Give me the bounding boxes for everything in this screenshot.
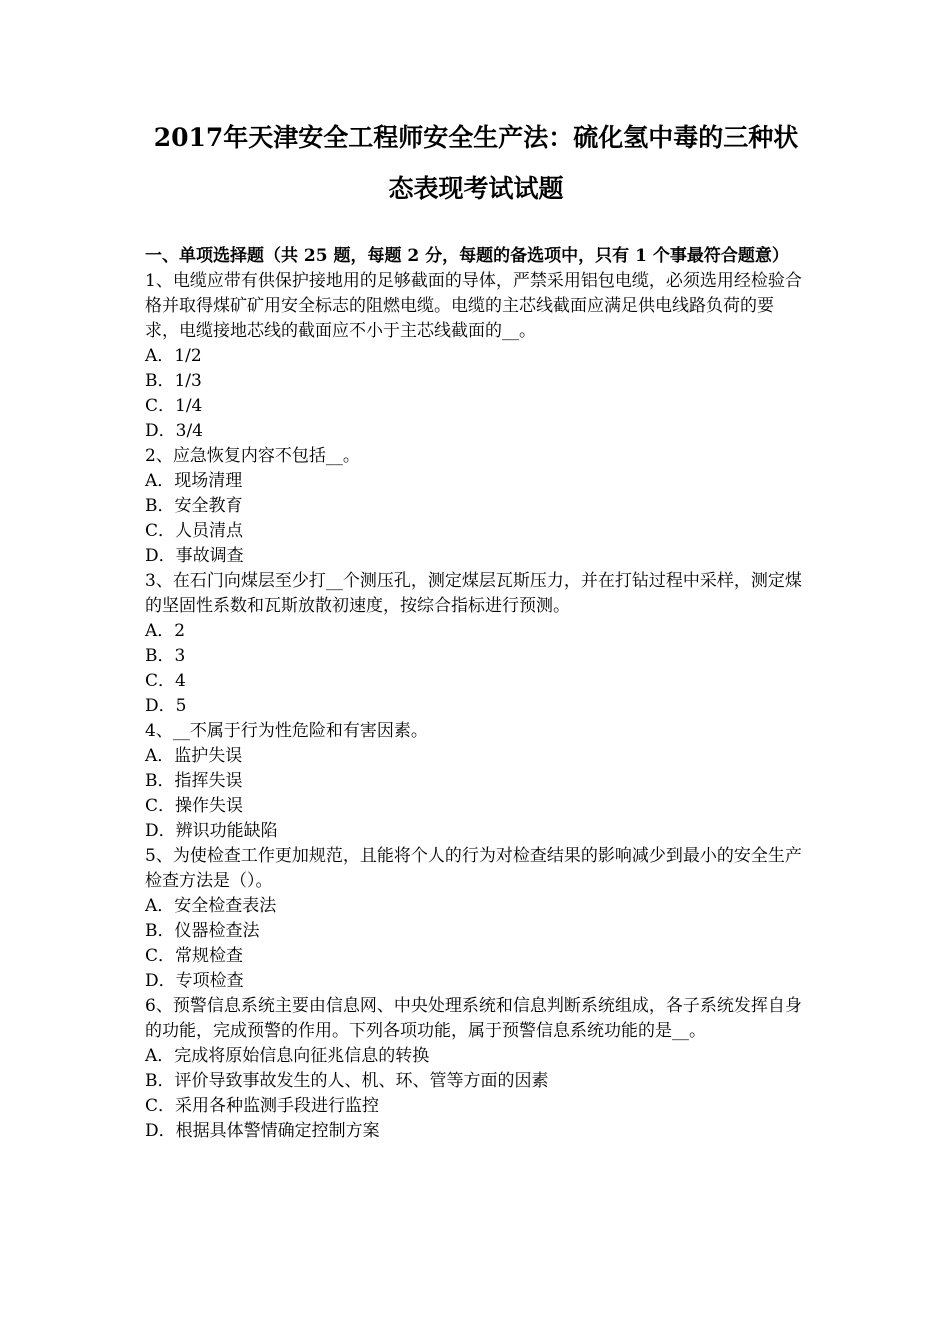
question-stem: 4、__不属于行为性危险和有害因素。 [145,721,428,741]
question-option: C．操作失误 [145,796,244,816]
document-body [145,244,807,1144]
question-4 [145,719,807,844]
question-option: B．仪器检查法 [145,921,260,941]
question-stem: 2、应急恢复内容不包括__。 [145,446,360,466]
question-option: A．现场清理 [145,471,243,491]
question-option: C．4 [145,671,186,691]
question-option: D．5 [145,696,187,716]
question-option: D．事故调查 [145,546,244,566]
question-option: C．常规检查 [145,946,244,966]
question-option: A．2 [145,621,186,641]
question-3 [145,569,807,719]
question-option: D．3/4 [145,421,203,441]
question-stem: 3、在石门向煤层至少打__个测压孔，测定煤层瓦斯压力，并在打钻过程中采样，测定煤的坚固性系数和瓦斯放散初速度，按综合指标进行预测。 [145,571,802,616]
question-5 [145,844,807,994]
question-option: A．完成将原始信息向征兆信息的转换 [145,1046,430,1066]
question-option: B．3 [145,646,186,666]
question-stem: 1、电缆应带有供保护接地用的足够截面的导体，严禁采用铝包电缆，必须选用经检验合格并取得煤矿矿用安全标志的阻燃电缆。电缆的主芯线截面应满足供电线路负荷的要求，电缆接地芯线的截面应不小于主芯线截面的__。 [145,271,802,341]
question-option: B．指挥失误 [145,771,243,791]
question-option: A．监护失误 [145,746,243,766]
question-1 [145,269,807,444]
question-option: B．安全教育 [145,496,243,516]
question-option: D．辨识功能缺陷 [145,821,278,841]
question-option: C．采用各种监测手段进行监控 [145,1096,380,1116]
question-stem: 6、预警信息系统主要由信息网、中央处理系统和信息判断系统组成，各子系统发挥自身的功能，完成预警的作用。下列各项功能，属于预警信息系统功能的是__。 [145,996,802,1041]
question-option: C．人员清点 [145,521,244,541]
section-heading: 一、单项选择题（共 25 题，每题 2 分，每题的备选项中，只有 1 个事最符合题意） [145,246,789,266]
question-option: D．根据具体警情确定控制方案 [145,1121,380,1141]
question-option: C．1/4 [145,396,203,416]
question-option: A．安全检查表法 [145,896,277,916]
question-2 [145,444,807,569]
question-option: B．1/3 [145,371,202,391]
question-stem: 5、为使检查工作更加规范，且能将个人的行为对检查结果的影响减少到最小的安全生产检查方法是（）。 [145,846,802,891]
question-option: A．1/2 [145,346,202,366]
document-title: 2017年天津安全工程师安全生产法：硫化氢中毒的三种状态表现考试试题 [153,123,799,203]
question-option: D．专项检查 [145,971,244,991]
question-6 [145,994,807,1144]
question-option: B．评价导致事故发生的人、机、环、管等方面的因素 [145,1071,549,1091]
